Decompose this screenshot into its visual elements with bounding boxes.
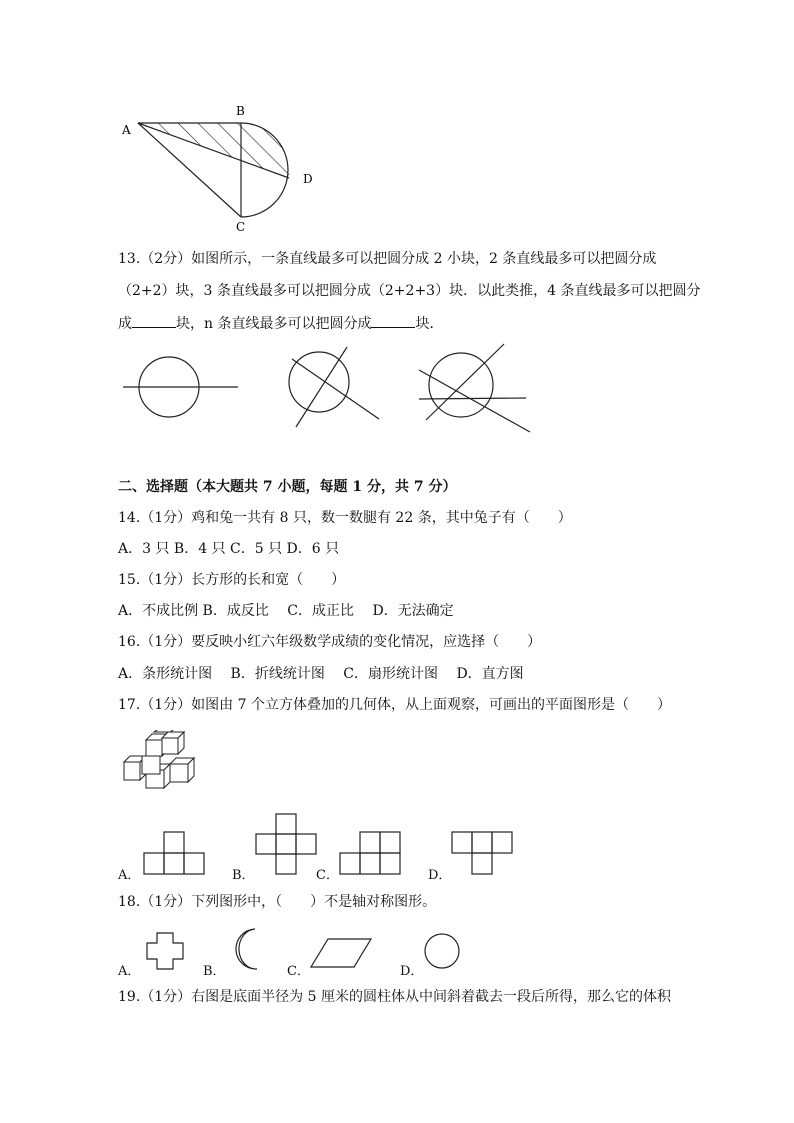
q13-circle-2-lines (284, 344, 384, 430)
q16-options: A．条形统计图 B．折线统计图 C．扇形统计图 D．直方图 (118, 666, 524, 682)
q18-opt-a-label[interactable]: A． (118, 964, 141, 979)
q18-opt-c-label[interactable]: C． (287, 964, 310, 979)
q13-line3 (118, 313, 443, 333)
q15-options: A．不成比例 B．成反比 C．成正比 D．无法确定 (118, 603, 454, 619)
q18-opt-d-label[interactable]: D． (400, 964, 424, 979)
q17-opt-c-label[interactable]: C． (316, 868, 339, 883)
q17-opt-a-label[interactable]: A． (118, 868, 141, 883)
q15-stem: 15.（1分）长方形的长和宽（ ） (118, 572, 346, 588)
q13-line2: （2+2）块，3 条直线最多可以把圆分成（2+2+3）块．以此类推，4 条直线最多可以把圆分 (118, 283, 701, 299)
q13-circle-1-line (118, 352, 243, 422)
q13-blank-2[interactable] (371, 313, 415, 328)
q13-line3-b: 块，n 条直线最多可以把圆分成 (176, 316, 372, 332)
q17-option-c-shape[interactable] (338, 830, 402, 876)
q18-stem: 18.（1分）下列图形中，（ ）不是轴对称图形。 (118, 894, 437, 910)
q17-opt-d-label[interactable]: D． (428, 868, 452, 883)
q13-line3-a: 成 (118, 316, 132, 332)
q18-opt-b-label[interactable]: B． (203, 964, 226, 979)
q14-options: A．3 只 B．4 只 C．5 只 D．6 只 (118, 541, 340, 557)
fig12-label-a: A (122, 123, 131, 137)
fig12-semicircle-triangle (115, 100, 325, 235)
q18-option-b-crescent-shape[interactable] (225, 926, 265, 972)
q18-option-c-parallelogram-shape[interactable] (308, 936, 374, 970)
q17-option-a-shape[interactable] (142, 830, 206, 876)
fig12-label-c: C (236, 220, 246, 234)
q17-option-d-shape[interactable] (450, 830, 514, 876)
q14-stem: 14.（1分）鸡和兔一共有 8 只，数一数腿有 22 条，其中兔子有（ ） (118, 510, 572, 526)
q13-blank-1[interactable] (132, 313, 176, 328)
q17-stem: 17.（1分）如图由 7 个立方体叠加的几何体，从上面观察，可画出的平面图形是（ ） (118, 697, 671, 713)
q13-circle-3-lines (414, 340, 534, 436)
q17-option-b-shape[interactable] (254, 812, 318, 878)
q19-stem: 19.（1分）右图是底面半径为 5 厘米的圆柱体从中间斜着截去一段后所得，那么它的体积 (118, 989, 671, 1005)
q17-opt-b-label[interactable]: B． (232, 868, 255, 883)
fig12-label-d: D (303, 172, 313, 186)
q17-cube-stack-figure (118, 730, 204, 792)
q13-line1: 13.（2分）如图所示，一条直线最多可以把圆分成 2 小块，2 条直线最多可以把圆分成 (118, 251, 657, 267)
fig12-label-b: B (236, 104, 245, 118)
q18-option-a-cross-shape[interactable] (144, 930, 186, 972)
section2-title: 二、选择题（本大题共 7 小题，每题 1 分，共 7 分） (118, 479, 457, 495)
q16-stem: 16.（1分）要反映小红六年级数学成绩的变化情况，应选择（ ） (118, 634, 542, 650)
q13-line3-c: 块． (415, 316, 444, 332)
q18-option-d-circle-shape[interactable] (422, 932, 462, 972)
